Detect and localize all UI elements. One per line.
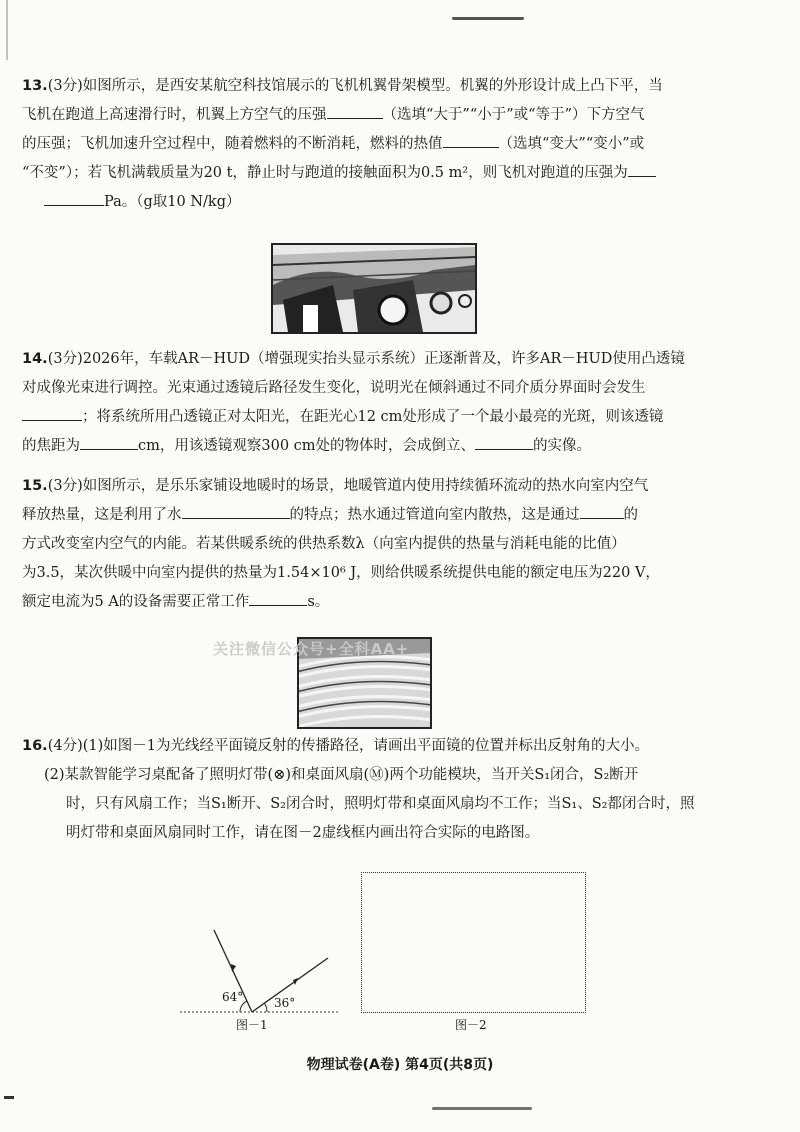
question-text: 为3.5，某次供暖中向室内提供的热量为1.54×10⁶ J，则给供暖系统提供电能的额定电压为220 V， xyxy=(22,565,660,581)
answer-blank[interactable] xyxy=(44,191,104,206)
question-text: s。 xyxy=(307,594,330,610)
angle-label: 36° xyxy=(274,996,296,1010)
figure-caption: 图－2 xyxy=(455,1018,487,1032)
answer-blank[interactable] xyxy=(249,591,307,606)
question-14 xyxy=(22,345,762,461)
question-text: “不变”）；若飞机满载质量为20 t，静止时与跑道的接触面积为0.5 m²，则飞机对跑道的压强为 xyxy=(22,165,628,181)
question-text: (3分)2026年，车载AR－HUD（增强现实抬头显示系统）正逐渐普及，许多AR－HUD使用凸透镜 xyxy=(47,351,685,367)
answer-blank[interactable] xyxy=(580,504,624,519)
question-number: 14. xyxy=(22,351,48,367)
question-text: 飞机在跑道上高速滑行时，机翼上方空气的压强 xyxy=(22,107,327,123)
answer-blank[interactable] xyxy=(475,435,533,450)
figure-1-reflection xyxy=(180,920,340,1035)
question-text: Pa。（g取10 N/kg） xyxy=(104,194,241,210)
scan-edge xyxy=(6,0,8,60)
question-text: 对成像光束进行调控。光束通过透镜后路径发生变化，说明光在倾斜通过不同介质分界面时会发生 xyxy=(22,380,646,396)
answer-blank[interactable] xyxy=(22,406,82,421)
question-text: 明灯带和桌面风扇同时工作，请在图－2虚线框内画出符合实际的电路图。 xyxy=(66,825,540,841)
angle-label: 64° xyxy=(222,990,244,1004)
question-text: 时，只有风扇工作；当S₁断开、S₂闭合时，照明灯带和桌面风扇均不工作；当S₁、S₂都闭合时，照 xyxy=(66,796,695,812)
question-text: 的特点；热水通过管道向室内散热，这是通过 xyxy=(289,507,580,523)
watermark: 关注微信公众号+全科AA+ xyxy=(213,640,410,658)
answer-blank[interactable] xyxy=(628,162,656,177)
question-text: (4分)(1)如图－1为光线经平面镜反射的传播路径，请画出平面镜的位置并标出反射角的大小。 xyxy=(47,738,649,754)
scan-mark xyxy=(452,17,524,20)
question-16 xyxy=(22,732,762,848)
question-text: 的焦距为 xyxy=(22,438,80,454)
wing-skeleton-photo xyxy=(271,243,477,334)
question-text: （选填“大于”“小于”或“等于”）下方空气 xyxy=(382,107,645,123)
question-text: cm，用该透镜观察300 cm处的物体时，会成倒立、 xyxy=(138,438,476,454)
question-number: 16. xyxy=(22,738,48,754)
scan-mark xyxy=(432,1107,532,1110)
question-text: 的实像。 xyxy=(533,438,592,454)
answer-blank[interactable] xyxy=(327,104,383,119)
answer-blank[interactable] xyxy=(443,133,499,148)
figure-caption: 图－1 xyxy=(236,1018,268,1032)
question-text: 额定电流为5 A的设备需要正常工作 xyxy=(22,594,250,610)
question-text: 的 xyxy=(623,507,638,523)
question-15 xyxy=(22,472,762,617)
question-text: (2)某款智能学习桌配备了照明灯带(⊗)和桌面风扇(Ⓜ)两个功能模块，当开关S₁闭合，S₂断开 xyxy=(44,767,639,783)
question-number: 15. xyxy=(22,478,48,494)
question-text: （选填“变大”“变小”或 xyxy=(498,136,645,152)
question-text: 方式改变室内空气的内能。若某供暖系统的供热系数λ（向室内提供的热量与消耗电能的比值） xyxy=(22,536,626,552)
question-text: 释放热量，这是利用了水 xyxy=(22,507,182,523)
figure-2-circuit-box[interactable] xyxy=(361,872,586,1013)
answer-blank[interactable] xyxy=(80,435,138,450)
question-text: (3分)如图所示，是西安某航空科技馆展示的飞机机翼骨架模型。机翼的外形设计成上凸下平，当 xyxy=(47,78,663,94)
page-footer: 物理试卷(A卷) 第4页(共8页) xyxy=(306,1057,494,1073)
question-number: 13. xyxy=(22,78,48,94)
question-text: 的压强；飞机加速升空过程中，随着燃料的不断消耗，燃料的热值 xyxy=(22,136,443,152)
question-text: (3分)如图所示，是乐乐家铺设地暖时的场景，地暖管道内使用持续循环流动的热水向室内空气 xyxy=(47,478,649,494)
answer-blank[interactable] xyxy=(182,504,290,519)
scan-edge xyxy=(4,1096,14,1099)
question-13 xyxy=(22,72,762,217)
question-text: ；将系统所用凸透镜正对太阳光，在距光心12 cm处形成了一个最小最亮的光斑，则该透镜 xyxy=(82,409,664,425)
